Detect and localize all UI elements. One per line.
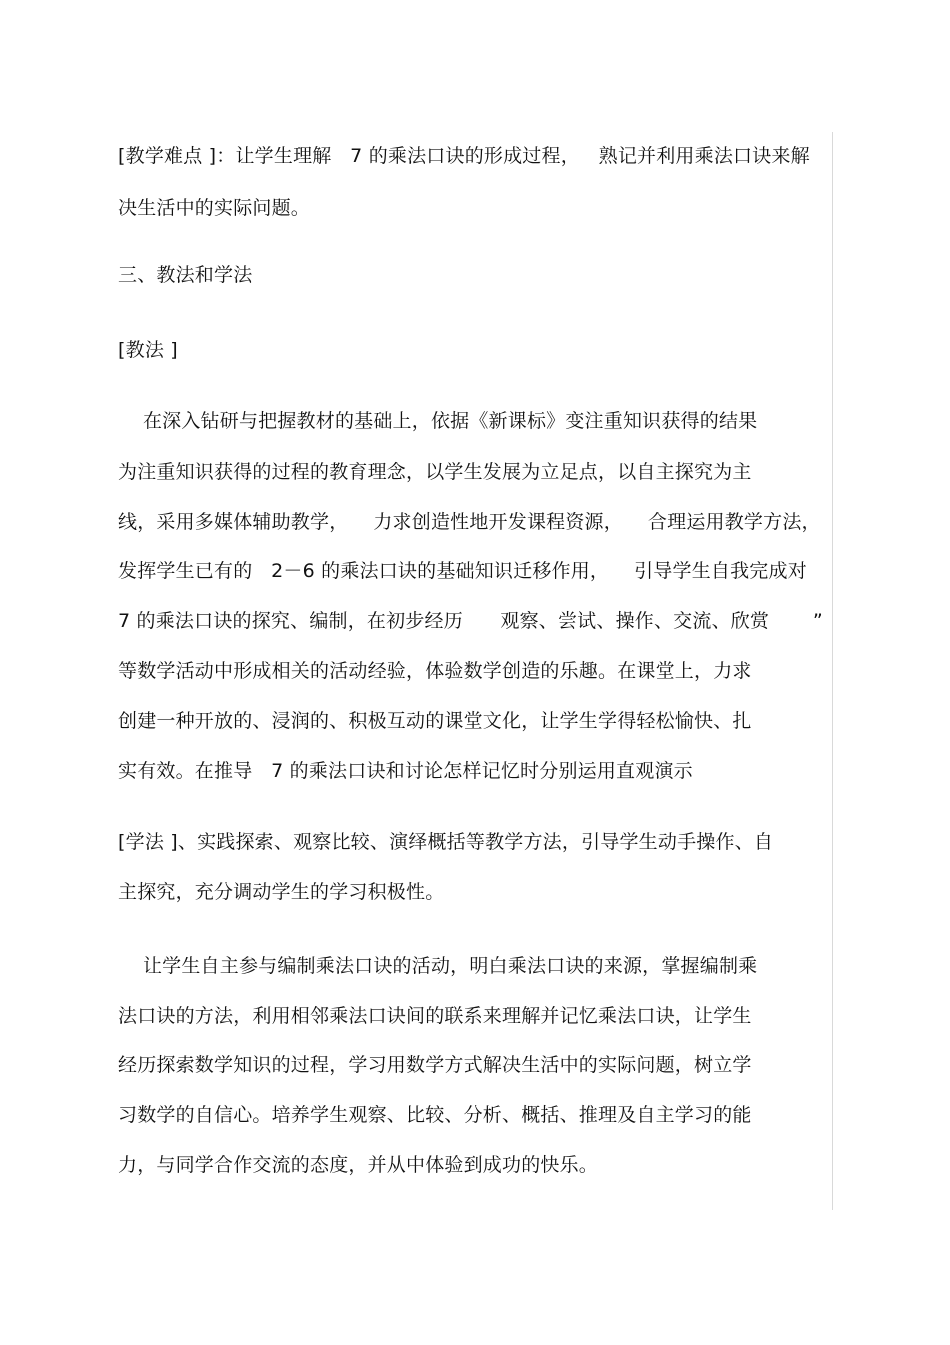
text-line: 在深入钻研与把握教材的基础上，依据《新课标》变注重知识获得的结果 [118, 410, 758, 432]
text-line: [教学难点 ]：让学生理解 7 的乘法口诀的形成过程， 熟记并利用乘法口诀来解 [118, 145, 810, 167]
text-line: 实有效。在推导 7 的乘法口诀和讨论怎样记忆时分别运用直观演示 [118, 760, 693, 782]
text-line: 经历探索数学知识的过程，学习用数学方式解决生活中的实际问题，树立学 [118, 1054, 752, 1076]
text-line: 决生活中的实际问题。 [118, 197, 311, 219]
section-heading: 三、教法和学法 [118, 264, 253, 286]
subheading-teaching-method: [教法 ] [118, 339, 178, 361]
text-line: [学法 ]、实践探索、观察比较、演绎概括等教学方法，引导学生动手操作、自 [118, 831, 774, 853]
text-line: 为注重知识获得的过程的教育理念，以学生发展为立足点，以自主探究为主 [118, 461, 752, 483]
text-line: 7 的乘法口诀的探究、编制，在初步经历 观察、尝试、操作、交流、欣赏 ” [118, 610, 823, 632]
text-line: 创建一种开放的、浸润的、积极互动的课堂文化，让学生学得轻松愉快、扎 [118, 710, 752, 732]
text-line: 等数学活动中形成相关的活动经验，体验数学创造的乐趣。在课堂上，力求 [118, 660, 752, 682]
text-line: 力，与同学合作交流的态度，并从中体验到成功的快乐。 [118, 1154, 599, 1176]
text-line: 发挥学生已有的 2－6 的乘法口诀的基础知识迁移作用， 引导学生自我完成对 [118, 560, 807, 582]
text-line: 法口诀的方法，利用相邻乘法口诀间的联系来理解并记忆乘法口诀，让学生 [118, 1005, 752, 1027]
right-margin-rule [832, 132, 833, 1210]
text-line: 主探究，充分调动学生的学习积极性。 [118, 881, 445, 903]
text-line: 线，采用多媒体辅助教学， 力求创造性地开发课程资源， 合理运用教学方法， [118, 511, 821, 533]
text-line: 习数学的自信心。培养学生观察、比较、分析、概括、推理及自主学习的能 [118, 1104, 752, 1126]
text-line: 让学生自主参与编制乘法口诀的活动，明白乘法口诀的来源，掌握编制乘 [118, 955, 758, 977]
